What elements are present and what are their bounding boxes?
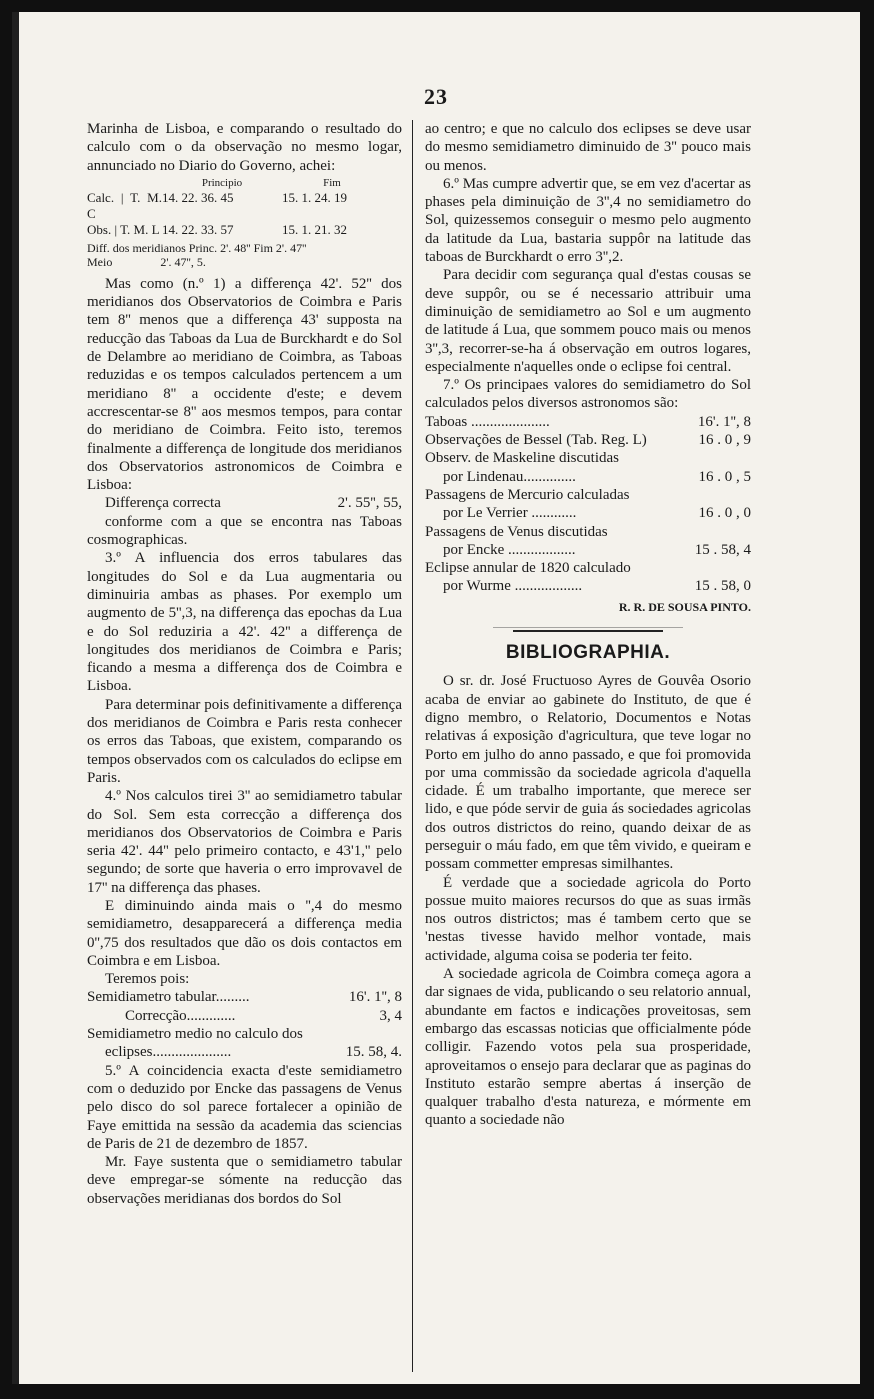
semidiameter-value: 15 . 58, 0 xyxy=(694,578,751,595)
semidiameter-label: Passagens de Venus discutidas xyxy=(425,523,608,540)
semidiameter-row xyxy=(425,541,751,559)
left-intro: Marinha de Lisboa, e comparando o resultado do calculo com o da observação no mesmo logar, annunciado no Diario do Governo, achei: xyxy=(87,121,402,174)
semidiameter-value: 16 . 0 , 5 xyxy=(698,468,751,485)
diff-correcta-label: Differença correcta xyxy=(105,495,221,512)
semidiameter-row xyxy=(425,504,751,522)
semidiameter-row xyxy=(425,559,751,577)
bibliography-heading: BIBLIOGRAPHIA. xyxy=(505,642,671,664)
diff-correcta-row xyxy=(87,494,402,512)
semidiameter-row xyxy=(425,431,751,449)
semidiameter-row xyxy=(425,523,751,541)
obs-table-header xyxy=(87,177,402,190)
obs-start: 14. 22. 36. 45 xyxy=(162,189,234,205)
diff-correcta-value: 2'. 55'', 55, xyxy=(337,495,402,512)
left-paragraph-1: Mas como (n.º 1) a differença 42'. 52'' dos meridianos dos Observatorios de Coimbra e Paris tem 8'' menos que a differença 43' supposta na reducção das Taboas da Lua de Burckhardt e do Sol de Delambre ao meridiano de Coimbra, as Taboas reduzidas e os tempos calculados pertencem a um meridiano 8'' a occidente d'este; e devem accrescentar-se 8'' aos mesmos tempos, para contar do meridiano de Coimbra. Feito isto, teremos finalmente a differença de longitude dos meridianos dos Observatorios astronomicos de Coimbra e Lisboa: xyxy=(87,275,402,494)
teremos-pois: Teremos pois: xyxy=(105,971,190,988)
semi-row xyxy=(87,988,402,1006)
semi-value: 16'. 1'', 8 xyxy=(348,989,402,1006)
left-paragraph-3: 3.º A influencia dos erros tabulares das longitudes do Sol e da Lua augmentaria ou diminuiria ambas as phases. Por exemplo um augmento de 5'',3, na differença das epochas da Lua e do Sol reduziria a 42'. 42'' a differença de longitudes dos meridianos de Coimbra e Paris; ficando a mesma a differença dos de Coimbra e Lisboa. xyxy=(87,550,402,695)
semidiameter-value: 16'. 1'', 8 xyxy=(697,413,751,430)
left-paragraph-7: 5.º A coincidencia exacta d'este semidiametro com o deduzido por Encke das passagens de Venus pelo disco do sol parece fortalecer a opinião de Faye emittida na sessão da academia das sciencias de Paris de 21 de dezembro de 1857. xyxy=(87,1062,402,1152)
obs-head-fim: Fim xyxy=(323,176,341,189)
page-number: 23 xyxy=(424,84,448,109)
bibliography-paragraph-3: A sociedade agricola de Coimbra começa agora a dar signaes de vida, publicando o seu relatorio annual, abundante em factos e indicações proveitosas, sem embargo das escassas noticias que officialmente póde colligir. Fazendo votos pela sua prosperidade, aproveitamos o ensejo para declarar que as paginas do Instituto estarão sempre abertas á inserção de qualquer trabalho d'esta natureza, e mórmente em quanto a sociedade não xyxy=(425,966,751,1129)
semidiameter-row xyxy=(425,577,751,595)
semidiameter-label: por Lindenau.............. xyxy=(443,468,576,485)
semidiameter-row xyxy=(425,449,751,467)
semi-row xyxy=(87,1025,402,1043)
ornamental-rule xyxy=(513,630,663,632)
semidiameter-values-list xyxy=(425,413,751,596)
semidiameter-label: Taboas ..................... xyxy=(425,413,550,430)
semidiameter-label: Eclipse annular de 1820 calculado xyxy=(425,560,631,577)
semidiameter-label: por Le Verrier ............ xyxy=(443,505,577,522)
obs-row-calc xyxy=(87,190,402,222)
semidiameter-value: 16 . 0 , 9 xyxy=(698,432,751,449)
left-paragraph-5: 4.º Nos calculos tirei 3'' ao semidiametro tabular do Sol. Sem esta correcção a differença dos meridianos dos Observatorios de Coimbra e Paris seria 42'. 44'' pelo primeiro contacto, e 43'1,'' pelo segundo; de sorte que haveria o erro improvavel de 17'' na differença das phases. xyxy=(87,788,402,896)
semi-row xyxy=(87,1043,402,1061)
scanned-page xyxy=(12,12,860,1384)
bibliography-paragraph-1: O sr. dr. José Fructuoso Ayres de Gouvêa Osorio acaba de enviar ao gabinete do Instituto, de que é digno membro, o Relatorio, Documentos e Notas relativas á exposição d'agricultura, que teve logar no Porto em julho do anno passado, e que foi promovida por uma commissão da sociedade agricola d'aquella cidade. É um trabalho importante, que merece ser lido, e que póde servir de guia ás sociedades agricolas dos outros districtos do reino, quando deixar de as perseguir o máu fado, em que têm vivido, e queiram e possam commetter empresas similhantes. xyxy=(425,673,751,873)
obs-label: Obs. | T. M. L xyxy=(87,221,160,237)
diff-meridianos: Diff. dos meridianos Princ. 2'. 48'' Fim 2'. 47'' xyxy=(87,240,307,255)
right-paragraph-4: 7.º Os principaes valores do semidiametro do Sol calculados pelos diversos astronomos são: xyxy=(425,377,751,412)
semidiameter-row xyxy=(425,468,751,486)
left-paragraph-8: Mr. Faye sustenta que o semidiametro tabular deve empregar-se sómente na reducção das observações meridianas dos bordos do Sol xyxy=(87,1154,402,1207)
left-paragraph-6: E diminuindo ainda mais o '',4 do mesmo semidiametro, desapparecerá a differença media 0'',75 dos resultados que dão os dois contactos em Coimbra e em Lisboa. xyxy=(87,897,402,969)
semi-value: 15. 58, 4. xyxy=(345,1044,402,1061)
semidiameter-row xyxy=(425,413,751,431)
semidiameter-label: Observações de Bessel (Tab. Reg. L) xyxy=(425,432,647,449)
right-paragraph-1: ao centro; e que no calculo dos eclipses se deve usar do mesmo semidiametro diminuido de 3'' pouco mais ou menos. xyxy=(425,121,751,174)
semidiameter-label: Passagens de Mercurio calculadas xyxy=(425,486,630,503)
semi-label: eclipses..................... xyxy=(105,1044,232,1061)
semidiameter-value: 15 . 58, 4 xyxy=(694,541,751,558)
signature: R. R. DE SOUSA PINTO. xyxy=(618,599,751,614)
left-column xyxy=(87,120,402,1208)
semidiameter-value: 16 . 0 , 0 xyxy=(698,505,751,522)
obs-row-obs xyxy=(87,222,402,238)
bibliography-paragraph-2: É verdade que a sociedade agricola do Porto possue muito maiores recursos do que as suas irmãs nos outros districtos; mas é tambem certo que se 'nestas tivesse havido melhor vontade, mais actividade, alguma coisa se poderia ter feito. xyxy=(425,874,751,964)
semi-label: Semidiametro tabular......... xyxy=(87,989,250,1006)
obs-head-principio: Principio xyxy=(201,176,243,189)
semidiameter-label: por Encke .................. xyxy=(443,541,576,558)
left-paragraph-4: Para determinar pois definitivamente a differença dos meridianos de Coimbra e Paris resta conhecer os erros das Taboas, que existem, comparando os tempos observados com os calculados do eclipse em Paris. xyxy=(87,696,402,786)
meio-line: Meio 2'. 47'', 5. xyxy=(87,254,206,269)
right-paragraph-2: 6.º Mas cumpre advertir que, se em vez d'acertar as phases pela diminuição de 3'',4 no semidiametro do Sol, quizessemos conseguir o mesmo pelo augmento da latitude da Lua, bastaria suppôr na latitude das taboas de Burckhardt o erro 3'',2. xyxy=(425,175,751,266)
page-edge-shadow xyxy=(12,12,19,1384)
obs-start: 14. 22. 33. 57 xyxy=(162,221,234,237)
right-paragraph-3: Para decidir com segurança qual d'estas cousas se deve suppôr, ou se é necessario attribuir uma diminuição de semidiametro ao Sol e um augmento de latitude á Lua, que sommem pouco mais ou menos 3'',3, recorrer-se-ha á observação em outros logares, especialmente n'aquelles onde o eclipse foi central. xyxy=(425,267,751,375)
right-column xyxy=(425,120,751,1130)
semidiameter-label: Observ. de Maskeline discutidas xyxy=(425,450,619,467)
semi-row xyxy=(87,1007,402,1025)
semi-value: 3, 4 xyxy=(379,1007,402,1024)
semi-label: Semidiametro medio no calculo dos xyxy=(87,1026,303,1043)
obs-end: 15. 1. 21. 32 xyxy=(282,221,347,237)
left-paragraph-2: conforme com a que se encontra nas Taboas cosmographicas. xyxy=(87,513,402,549)
semi-label: Correcção............. xyxy=(125,1007,236,1024)
column-divider xyxy=(412,120,413,1372)
obs-label: Calc. | T. M. C xyxy=(87,189,162,221)
semidiameter-label: por Wurme .................. xyxy=(443,578,583,595)
semidiameter-row xyxy=(425,486,751,504)
obs-end: 15. 1. 24. 19 xyxy=(282,189,347,205)
